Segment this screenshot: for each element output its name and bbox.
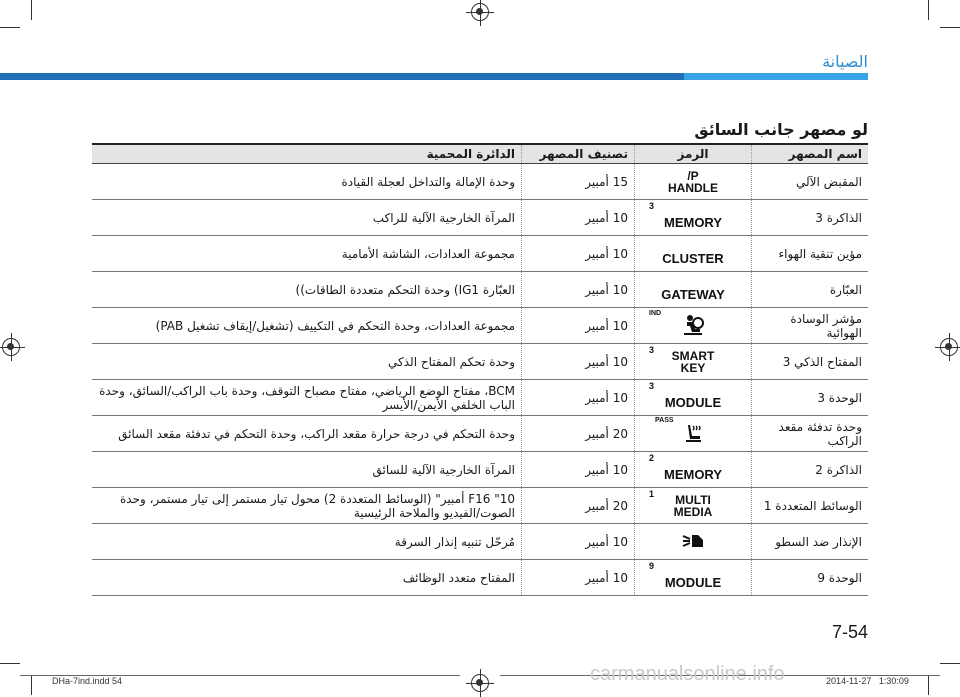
fuse-symbol-index: 9 [649, 561, 655, 571]
protected-circuit: وحدة الإمالة والتداخل لعجلة القيادة [92, 164, 522, 200]
table-row [92, 344, 868, 380]
crop-mark [928, 0, 929, 20]
fuse-rating: 15 أمبير [522, 164, 635, 200]
fuse-symbol-cell [635, 164, 752, 200]
fuse-symbol [645, 164, 741, 196]
fuse-symbol-label: MEMORY [663, 467, 723, 482]
fuse-name: مؤين تنقية الهواء [752, 236, 869, 272]
fuse-symbol-cell [635, 488, 752, 524]
table-row [92, 452, 868, 488]
fuse-name: الوحدة 3 [752, 380, 869, 416]
fuse-symbol-label: CLUSTER [662, 251, 724, 266]
table-row [92, 236, 868, 272]
fuse-symbol [645, 488, 741, 520]
fuse-symbol-label: GATEWAY [661, 287, 725, 302]
fuse-symbol-cell [635, 272, 752, 308]
crop-mark [0, 27, 20, 28]
fuse-rating: 10 أمبير [522, 308, 635, 344]
protected-circuit: العبّارة IG1) وحدة التحكم متعددة الطاقات)) [92, 272, 522, 308]
fuse-symbol [645, 560, 741, 592]
airbag-indicator-icon [681, 314, 705, 336]
column-header-symbol: الرمز [635, 144, 752, 164]
crop-mark [31, 0, 32, 20]
protected-circuit: المرآة الخارجية الآلية للسائق [92, 452, 522, 488]
fuse-symbol-cell [635, 344, 752, 380]
fuse-name: الذاكرة 3 [752, 200, 869, 236]
fuse-symbol-index: 1 [649, 489, 655, 499]
fuse-name: الإنذار ضد السطو [752, 524, 869, 560]
fuse-symbol-index: 3 [649, 345, 655, 355]
registration-mark-icon [2, 338, 20, 356]
fuse-symbol-index: 3 [649, 381, 655, 391]
protected-circuit: BCM، مفتاح الوضع الرياضي، مفتاح مصباح التوقف، وحدة باب الراكب/السائق، وحدة الباب الخلفي الأيمن/الأيسر [92, 380, 522, 416]
fuse-symbol-label: MODULE [664, 575, 722, 590]
fuse-symbol-cell [635, 236, 752, 272]
fuse-symbol [645, 200, 741, 232]
page-number: 7-54 [831, 622, 868, 642]
table-row [92, 308, 868, 344]
fuse-rating: 20 أمبير [522, 416, 635, 452]
fuse-rating: 10 أمبير [522, 524, 635, 560]
column-header-rating: تصنيف المصهر [522, 144, 635, 164]
registration-mark-icon [471, 674, 489, 692]
protected-circuit: وحدة التحكم في درجة حرارة مقعد الراكب، وحدة التحكم في تدفئة مقعد السائق [92, 416, 522, 452]
fuse-symbol [645, 416, 741, 448]
fuse-rating: 10 أمبير [522, 380, 635, 416]
table-row [92, 416, 868, 452]
crop-mark [940, 663, 960, 664]
fuse-symbol-label: MEMORY [663, 215, 723, 230]
fuse-symbol-cell [635, 524, 752, 560]
table-row [92, 200, 868, 236]
header-tab-accent [684, 73, 868, 80]
section-header: الصيانة [822, 52, 868, 71]
page-title: لو مصهر جانب السائق [694, 120, 868, 139]
fuse-name: الوحدة 9 [752, 560, 869, 596]
fuse-symbol-cell [635, 452, 752, 488]
fuse-symbol [645, 272, 741, 304]
registration-mark-icon [471, 3, 489, 21]
table-row [92, 488, 868, 524]
crop-mark [940, 27, 960, 28]
crop-mark [928, 675, 929, 695]
table-row [92, 380, 868, 416]
fuse-symbol-cell [635, 200, 752, 236]
fuse-symbol [645, 380, 741, 412]
anti-theft-alarm-icon [681, 530, 705, 552]
fuse-name: العبّارة [752, 272, 869, 308]
column-header-circuit: الدائرة المحمية [92, 144, 522, 164]
fuse-symbol-label: MODULE [664, 395, 722, 410]
crop-mark [0, 663, 20, 664]
seat-heater-icon [681, 422, 705, 444]
fuse-symbol-cell [635, 416, 752, 452]
table-header-row [92, 144, 868, 164]
fuse-symbol [645, 344, 741, 376]
table-row [92, 524, 868, 560]
registration-mark-icon [940, 338, 958, 356]
table-row [92, 164, 868, 200]
fuse-symbol [645, 236, 741, 268]
fuse-rating: 10 أمبير [522, 272, 635, 308]
fuse-symbol-label: SMART KEY [671, 349, 715, 375]
fuse-name: مؤشر الوسادة الهوائية [752, 308, 869, 344]
protected-circuit: F16 "10 أمبير" (الوسائط المتعددة 2) محول تيار مستمر إلى تيار مستمر، وحدة الصوت/الفيديو والملاحة الرئيسية [92, 488, 522, 524]
fuse-symbol-label: P/ HANDLE [668, 169, 718, 195]
fuse-table [92, 143, 868, 596]
protected-circuit: المرآة الخارجية الآلية للراكب [92, 200, 522, 236]
protected-circuit: مُرحّل تنبيه إنذار السرقة [92, 524, 522, 560]
footer-timestamp: 2014-11-27 1:30:09 [826, 676, 909, 686]
fuse-rating: 10 أمبير [522, 236, 635, 272]
fuse-symbol-ind: IND [649, 310, 662, 317]
fuse-rating: 10 أمبير [522, 560, 635, 596]
fuse-symbol-cell [635, 308, 752, 344]
table-row [92, 272, 868, 308]
fuse-name: المقبض الآلي [752, 164, 869, 200]
crop-mark [31, 675, 32, 695]
fuse-rating: 10 أمبير [522, 452, 635, 488]
fuse-symbol [645, 452, 741, 484]
column-header-fuse-name: اسم المصهر [752, 144, 869, 164]
fuse-symbol-index: 2 [649, 453, 655, 463]
fuse-name: الوسائط المتعددة 1 [752, 488, 869, 524]
footer-filename: DHa-7ind.indd 54 [52, 676, 123, 686]
protected-circuit: وحدة تحكم المفتاح الذكي [92, 344, 522, 380]
fuse-rating: 10 أمبير [522, 344, 635, 380]
fuse-symbol-cell [635, 380, 752, 416]
fuse-symbol [645, 308, 741, 340]
header-bar [0, 73, 684, 80]
table-row [92, 560, 868, 596]
fuse-rating: 20 أمبير [522, 488, 635, 524]
protected-circuit: مجموعة العدادات، وحدة التحكم في التكييف (تشغيل/إيقاف تشغيل PAB) [92, 308, 522, 344]
fuse-rating: 10 أمبير [522, 200, 635, 236]
fuse-symbol-label: MULTI MEDIA [673, 493, 713, 519]
protected-circuit: مجموعة العدادات، الشاشة الأمامية [92, 236, 522, 272]
fuse-name: الذاكرة 2 [752, 452, 869, 488]
fuse-name: المفتاح الذكي 3 [752, 344, 869, 380]
watermark: carmanualsonline.info [590, 663, 785, 685]
fuse-symbol-index: 3 [649, 201, 655, 211]
fuse-name: وحدة تدفئة مقعد الراكب [752, 416, 869, 452]
fuse-symbol-cell [635, 560, 752, 596]
fuse-symbol-pass: PASS [655, 417, 674, 424]
protected-circuit: المفتاح متعدد الوظائف [92, 560, 522, 596]
fuse-symbol [645, 524, 741, 556]
